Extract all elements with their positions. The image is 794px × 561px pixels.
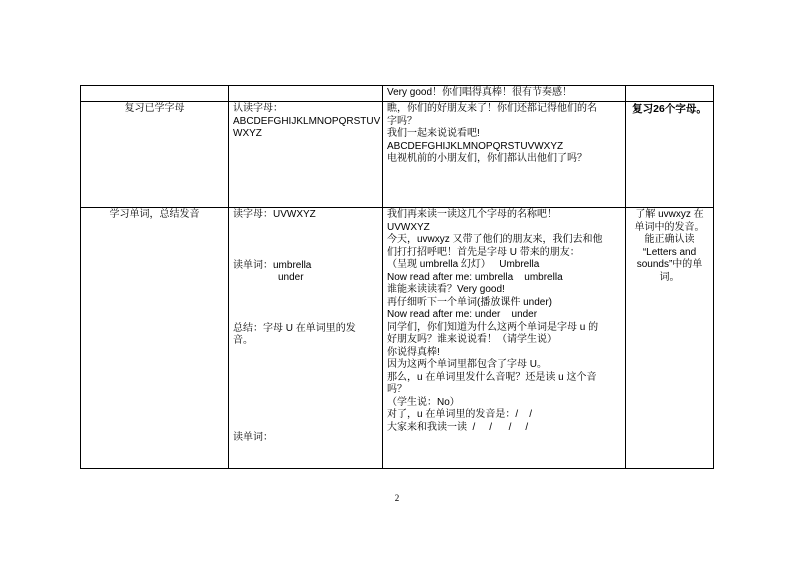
row1-goal-cell bbox=[626, 102, 714, 208]
script-line: 我们一起来说说看吧! bbox=[387, 128, 480, 139]
section-title: 学习单词，总结发音 bbox=[109, 209, 200, 220]
goal-line: “Letters and bbox=[642, 246, 697, 258]
activity-line: 认读字母： bbox=[233, 103, 283, 114]
table-row bbox=[81, 208, 714, 469]
script-line: 我们再来读一读这几个字母的名称吧！ bbox=[387, 209, 557, 220]
script-line: Now read after me: under under bbox=[387, 309, 538, 320]
activity-line: 总结：字母 U 在单词里的发 bbox=[233, 322, 356, 334]
goal-line: 能正确认读 bbox=[644, 234, 695, 245]
script-line: 因为这两个单词里都包含了字母 U。 bbox=[387, 359, 547, 370]
script-line: （呈现 umbrella 幻灯） Umbrella bbox=[387, 259, 540, 270]
row0-goal-cell bbox=[626, 86, 714, 102]
script-line: 字吗？ bbox=[387, 115, 417, 127]
lesson-plan-table bbox=[80, 85, 714, 469]
row1-section-cell bbox=[81, 102, 229, 208]
goal-line: 单词中的发音。 bbox=[634, 221, 705, 233]
script-line: 今天，uvwxyz 又带了他们的朋友来，我们去和他 bbox=[387, 234, 603, 245]
row0-section-cell bbox=[81, 86, 229, 102]
activity-line: 读字母：UVWXYZ bbox=[233, 209, 316, 220]
goal-line: sounds”中的单 bbox=[636, 259, 703, 270]
row2-activity-cell bbox=[229, 208, 383, 469]
script-line: 大家来和我读一读 / / / / bbox=[387, 421, 529, 433]
script-line: 再仔细听下一个单词(播放课件 under) bbox=[387, 296, 553, 308]
script-line: 对了，u 在单词里的发音是：/ / bbox=[387, 409, 533, 420]
script-line: 那么，u 在单词里发什么音呢？还是读 u 这个音 bbox=[387, 371, 597, 383]
goal-line: 词。 bbox=[659, 271, 680, 283]
row0-activity-cell bbox=[229, 86, 383, 102]
script-line: ABCDEFGHIJKLMNOPQRSTUVWXYZ bbox=[387, 140, 564, 152]
script-line: （学生说：No） bbox=[387, 396, 460, 408]
row0-teacher-script-cell bbox=[383, 86, 626, 102]
row2-teacher-script-cell bbox=[383, 208, 626, 469]
script-line: 吗？ bbox=[387, 384, 407, 395]
row1-teacher-script-cell bbox=[383, 102, 626, 208]
activity-line: ABCDEFGHIJKLMNOPQRSTUV bbox=[233, 115, 381, 127]
script-line: 同学们，你们知道为什么这两个单词是字母 u 的 bbox=[387, 321, 599, 333]
table-row bbox=[81, 102, 714, 208]
script-line: Very good！你们唱得真棒！很有节奏感！ bbox=[387, 87, 573, 98]
page-number: 2 bbox=[394, 493, 400, 503]
activity-line: 读单词： bbox=[233, 431, 273, 443]
script-line: 们打打招呼吧！首先是字母 U 带来的朋友： bbox=[387, 246, 580, 258]
row2-goal-cell bbox=[626, 208, 714, 469]
script-line: 谁能来读读看？Very good! bbox=[387, 284, 505, 295]
script-line: UVWXYZ bbox=[387, 221, 430, 233]
row2-section-cell bbox=[81, 208, 229, 469]
script-line: 电视机前的小朋友们，你们都认出他们了吗？ bbox=[387, 153, 587, 164]
section-title: 复习已学字母 bbox=[124, 103, 185, 114]
goal-line: 了解 uvwxyz 在 bbox=[635, 209, 704, 220]
script-line: 瞧，你们的好朋友来了！你们还都记得他们的名 bbox=[387, 103, 597, 114]
script-line: 好朋友吗？谁来说说看！（请学生说） bbox=[387, 334, 557, 345]
table-row bbox=[81, 86, 714, 102]
script-line: Now read after me: umbrella umbrella bbox=[387, 271, 563, 283]
activity-line: WXYZ bbox=[233, 128, 262, 139]
goal-text: 复习26个字母。 bbox=[632, 103, 707, 115]
activity-line: 读单词：umbrella bbox=[233, 259, 312, 271]
script-line: 你说得真棒! bbox=[387, 346, 440, 358]
activity-line: 音。 bbox=[233, 335, 253, 346]
row1-activity-cell bbox=[229, 102, 383, 208]
activity-line: under bbox=[278, 272, 304, 283]
